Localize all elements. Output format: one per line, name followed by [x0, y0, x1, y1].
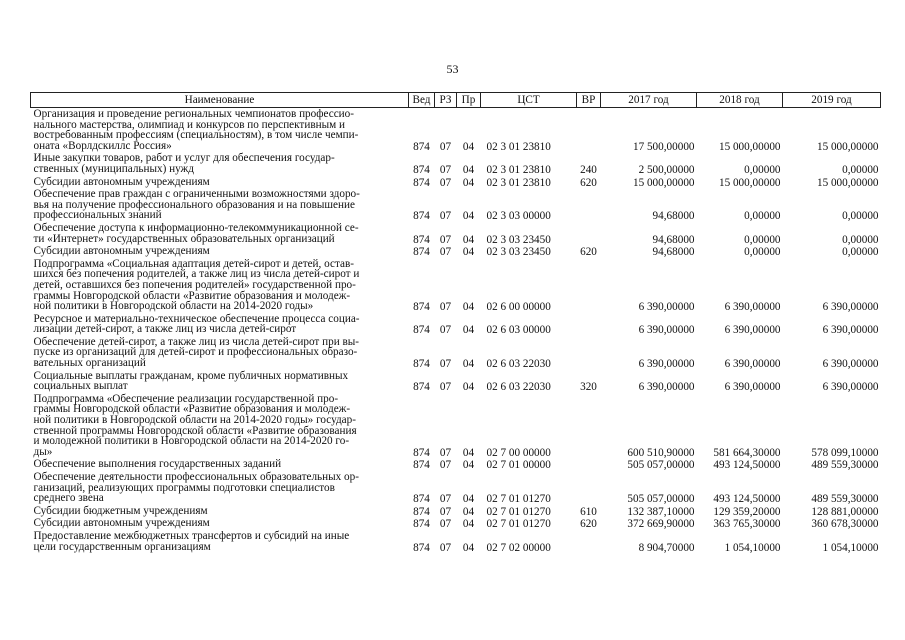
name-cell	[31, 517, 409, 530]
name-line: среднего звена	[33, 492, 104, 505]
ved-cell: 874	[413, 210, 430, 223]
amount-2019-cell: 1 054,10000	[822, 541, 879, 554]
name-line: социальных выплат	[33, 380, 128, 393]
cst-cell: 02 3 01 23810	[486, 176, 551, 189]
ved-cell: 874	[413, 381, 430, 394]
rz-cell: 07	[439, 518, 452, 531]
pr-cell: 04	[462, 233, 475, 246]
ved-cell: 874	[413, 358, 430, 371]
ved-cell: 874	[413, 459, 430, 472]
name-line: ной политики в Новгородской области на 2014-2020 годы»	[33, 300, 314, 313]
name-line: Обеспечение деятельности профессиональных образовательных ор-	[33, 471, 359, 483]
budget-table	[30, 92, 881, 553]
ved-cell: 874	[413, 246, 430, 259]
name-line: Обеспечение детей-сирот, а также лиц из числа детей-сирот при вы-	[33, 335, 360, 348]
rz-cell: 07	[439, 176, 452, 189]
amount-2017-cell: 6 390,00000	[638, 381, 695, 394]
pr-cell: 04	[462, 140, 475, 153]
name-line: Предоставление межбюджетных трансфертов и субсидий на иные	[33, 529, 350, 542]
table-row	[31, 336, 881, 370]
header-2017: 2017 год	[601, 93, 697, 108]
header-name: Наименование	[31, 93, 409, 108]
name-line: востребованным профессиям (специальностям), в том числе чемпи-	[33, 129, 359, 142]
name-line: ной политики в Новгородской области на 2014-2020 годы» государ-	[33, 414, 356, 427]
name-line: граммы Новгородской области «Развитие образования и молодеж-	[33, 289, 351, 302]
amount-2018-cell: 129 359,20000	[713, 505, 781, 518]
name-line: Социальные выплаты гражданам, кроме публичных нормативных	[33, 369, 349, 382]
name-line: вательных организаций	[33, 357, 146, 370]
table-row	[31, 393, 881, 459]
pr-cell: 04	[462, 324, 475, 337]
vr-cell	[577, 336, 601, 370]
pr-cell: 04	[462, 518, 475, 531]
rz-cell: 07	[439, 446, 452, 459]
name-line: пуске из организаций для детей-сирот и профессиональных образо-	[33, 346, 358, 359]
cst-cell: 02 7 01 01270	[486, 518, 551, 531]
amount-2017-cell: 94,68000	[652, 210, 695, 223]
name-line: граммы Новгородской области «Развитие образования и молодеж-	[33, 403, 351, 416]
cst-cell: 02 3 03 23450	[486, 233, 551, 246]
name-line: Подпрограмма «Обеспечение реализации государственной про-	[33, 392, 339, 405]
amount-2017-cell: 6 390,00000	[638, 358, 695, 371]
amount-2017-cell: 505 057,00000	[627, 493, 695, 506]
ved-cell: 874	[413, 140, 430, 153]
name-line: вья на получение профессионального образования и на повышение	[33, 198, 355, 211]
ved-cell: 874	[413, 324, 430, 337]
name-cell	[31, 176, 409, 189]
pr-cell: 04	[462, 381, 475, 394]
cst-cell: 02 6 03 22030	[486, 381, 551, 394]
name-line: Обеспечение выполнения государственных заданий	[33, 458, 282, 471]
amount-2019-cell: 128 881,00000	[811, 505, 879, 518]
rz-cell: 07	[439, 233, 452, 246]
vr-cell	[577, 258, 601, 313]
name-cell	[31, 471, 409, 505]
name-cell	[31, 458, 409, 471]
rz-cell: 07	[439, 381, 452, 394]
amount-2017-cell: 132 387,10000	[627, 505, 695, 518]
cst-cell: 02 3 03 23450	[486, 246, 551, 259]
name-cell	[31, 393, 409, 459]
table-row	[31, 458, 881, 471]
name-line: и молодежной политики в Новгородской области на 2014-2020 го-	[33, 435, 350, 448]
amount-2019-cell: 15 000,00000	[816, 140, 879, 153]
name-line: Субсидии автономным учреждениям	[33, 517, 210, 530]
rz-cell: 07	[439, 324, 452, 337]
vr-cell	[577, 108, 601, 153]
pr-cell: 04	[462, 163, 475, 176]
vr-cell: 320	[580, 381, 597, 394]
name-line: Организация и проведение региональных чемпионатов профессио-	[33, 108, 354, 120]
vr-cell	[577, 222, 601, 245]
table-row	[31, 108, 881, 153]
rz-cell: 07	[439, 210, 452, 223]
table-row	[31, 471, 881, 505]
header-pr: Пр	[457, 93, 481, 108]
cst-cell: 02 3 03 00000	[486, 210, 551, 223]
pr-cell: 04	[462, 541, 475, 554]
cst-cell: 02 7 02 00000	[486, 541, 551, 554]
vr-cell: 620	[580, 246, 597, 259]
vr-cell: 610	[580, 505, 597, 518]
pr-cell: 04	[462, 301, 475, 314]
cst-cell: 02 7 01 00000	[486, 459, 551, 472]
name-line: нального мастерства, олимпиад и конкурсов по перспективным и	[33, 118, 345, 131]
header-cst: ЦСТ	[481, 93, 577, 108]
table-row	[31, 188, 881, 222]
rz-cell: 07	[439, 140, 452, 153]
table-row	[31, 176, 881, 189]
vr-cell	[577, 313, 601, 336]
cst-cell: 02 7 01 01270	[486, 505, 551, 518]
pr-cell: 04	[462, 358, 475, 371]
ved-cell: 874	[413, 541, 430, 554]
amount-2018-cell: 15 000,00000	[718, 140, 781, 153]
name-line: профессиональных знаний	[33, 209, 162, 222]
amount-2017-cell: 2 500,00000	[638, 163, 695, 176]
name-line: ственной программы Новгородской области «Развитие образования	[33, 424, 357, 437]
name-cell	[31, 370, 409, 393]
name-cell	[31, 336, 409, 370]
amount-2019-cell: 6 390,00000	[822, 324, 879, 337]
amount-2019-cell: 0,00000	[842, 233, 879, 246]
name-line: ственных (муниципальных) нужд	[33, 162, 194, 175]
amount-2017-cell: 15 000,00000	[632, 176, 695, 189]
pr-cell: 04	[462, 246, 475, 259]
amount-2018-cell: 6 390,00000	[724, 381, 781, 394]
table-row	[31, 505, 881, 518]
page-number: 53	[446, 62, 459, 76]
table-row	[31, 530, 881, 553]
amount-2018-cell: 6 390,00000	[724, 324, 781, 337]
table-row	[31, 152, 881, 175]
rz-cell: 07	[439, 301, 452, 314]
vr-cell: 620	[580, 176, 597, 189]
amount-2017-cell: 600 510,90000	[627, 446, 695, 459]
header-2018: 2018 год	[697, 93, 783, 108]
name-line: Ресурсное и материально-техническое обеспечение процесса социа-	[33, 312, 360, 325]
name-cell	[31, 152, 409, 175]
name-line: Обеспечение доступа к информационно-телекоммуникационной се-	[33, 221, 359, 234]
ved-cell: 874	[413, 233, 430, 246]
amount-2017-cell: 6 390,00000	[638, 301, 695, 314]
name-line: цели государственным организациям	[33, 540, 211, 553]
cst-cell: 02 6 03 22030	[486, 358, 551, 371]
ved-cell: 874	[413, 505, 430, 518]
amount-2017-cell: 94,68000	[652, 233, 695, 246]
name-line: шихся без попечения родителей, а также лиц из числа детей-сирот и	[33, 268, 360, 281]
amount-2018-cell: 1 054,10000	[724, 541, 781, 554]
name-line: Обеспечение прав граждан с ограниченными возможностями здоро-	[33, 188, 360, 201]
amount-2018-cell: 363 765,30000	[713, 518, 781, 531]
header-ved: Вед	[409, 93, 435, 108]
amount-2019-cell: 489 559,30000	[811, 459, 879, 472]
amount-2019-cell: 0,00000	[842, 246, 879, 259]
table-row	[31, 222, 881, 245]
amount-2018-cell: 6 390,00000	[724, 301, 781, 314]
amount-2018-cell: 0,00000	[744, 246, 781, 259]
amount-2017-cell: 94,68000	[652, 246, 695, 259]
name-cell	[31, 108, 409, 153]
table-row	[31, 370, 881, 393]
vr-cell	[577, 188, 601, 222]
header-vr: ВР	[577, 93, 601, 108]
pr-cell: 04	[462, 459, 475, 472]
cst-cell: 02 7 01 01270	[486, 493, 551, 506]
name-line: ганизаций, реализующих программы подготовки специалистов	[33, 481, 335, 494]
ved-cell: 874	[413, 446, 430, 459]
name-line: оната «Ворлдскиллс Россия»	[33, 139, 172, 152]
amount-2017-cell: 8 904,70000	[638, 541, 695, 554]
rz-cell: 07	[439, 358, 452, 371]
name-cell	[31, 530, 409, 553]
name-line: ды»	[33, 445, 53, 458]
amount-2018-cell: 493 124,50000	[713, 459, 781, 472]
amount-2018-cell: 0,00000	[744, 163, 781, 176]
amount-2017-cell: 372 669,90000	[627, 518, 695, 531]
cst-cell: 02 3 01 23810	[486, 163, 551, 176]
amount-2018-cell: 6 390,00000	[724, 358, 781, 371]
amount-2019-cell: 0,00000	[842, 163, 879, 176]
name-line: Субсидии бюджетным учреждениям	[33, 504, 208, 517]
name-cell	[31, 505, 409, 518]
ved-cell: 874	[413, 176, 430, 189]
name-cell	[31, 188, 409, 222]
amount-2019-cell: 6 390,00000	[822, 358, 879, 371]
table-row	[31, 313, 881, 336]
amount-2019-cell: 6 390,00000	[822, 301, 879, 314]
ved-cell: 874	[413, 163, 430, 176]
header-rz: РЗ	[435, 93, 457, 108]
cst-cell: 02 6 03 00000	[486, 324, 551, 337]
ved-cell: 874	[413, 301, 430, 314]
rz-cell: 07	[439, 541, 452, 554]
pr-cell: 04	[462, 446, 475, 459]
name-line: Субсидии автономным учреждениям	[33, 245, 210, 258]
amount-2018-cell: 15 000,00000	[718, 176, 781, 189]
rz-cell: 07	[439, 493, 452, 506]
name-line: детей, оставшихся без попечения родителей» государственной про-	[33, 278, 356, 291]
amount-2017-cell: 6 390,00000	[638, 324, 695, 337]
amount-2019-cell: 15 000,00000	[816, 176, 879, 189]
table-body	[31, 108, 881, 554]
amount-2019-cell: 578 099,10000	[811, 446, 879, 459]
cst-cell: 02 3 01 23810	[486, 140, 551, 153]
amount-2017-cell: 17 500,00000	[632, 140, 695, 153]
name-line: Иные закупки товаров, работ и услуг для обеспечения государ-	[33, 152, 335, 165]
name-cell	[31, 245, 409, 258]
rz-cell: 07	[439, 505, 452, 518]
vr-cell	[577, 471, 601, 505]
table-row	[31, 517, 881, 530]
rz-cell: 07	[439, 163, 452, 176]
pr-cell: 04	[462, 505, 475, 518]
rz-cell: 07	[439, 459, 452, 472]
vr-cell	[577, 393, 601, 459]
ved-cell: 874	[413, 518, 430, 531]
cst-cell: 02 6 00 00000	[486, 301, 551, 314]
table-row	[31, 245, 881, 258]
amount-2019-cell: 489 559,30000	[811, 493, 879, 506]
amount-2019-cell: 0,00000	[842, 210, 879, 223]
amount-2018-cell: 581 664,30000	[713, 446, 781, 459]
pr-cell: 04	[462, 493, 475, 506]
table-header	[31, 93, 881, 108]
amount-2018-cell: 493 124,50000	[713, 493, 781, 506]
name-line: ти «Интернет» государственных образовательных организаций	[33, 232, 335, 245]
name-line: Субсидии автономным учреждениям	[33, 175, 210, 188]
name-cell	[31, 258, 409, 313]
name-line: лизации детей-сирот, а также лиц из числа детей-сирот	[33, 323, 297, 336]
pr-cell: 04	[462, 176, 475, 189]
cst-cell: 02 7 00 00000	[486, 446, 551, 459]
amount-2017-cell: 505 057,00000	[627, 459, 695, 472]
name-line: Подпрограмма «Социальная адаптация детей-сирот и детей, остав-	[33, 257, 354, 270]
vr-cell	[577, 530, 601, 553]
ved-cell: 874	[413, 493, 430, 506]
pr-cell: 04	[462, 210, 475, 223]
rz-cell: 07	[439, 246, 452, 259]
amount-2019-cell: 360 678,30000	[811, 518, 879, 531]
name-cell	[31, 222, 409, 245]
vr-cell	[577, 458, 601, 471]
vr-cell: 240	[580, 163, 597, 176]
amount-2018-cell: 0,00000	[744, 233, 781, 246]
name-cell	[31, 313, 409, 336]
header-2019: 2019 год	[783, 93, 881, 108]
vr-cell: 620	[580, 518, 597, 531]
amount-2018-cell: 0,00000	[744, 210, 781, 223]
amount-2019-cell: 6 390,00000	[822, 381, 879, 394]
table-row	[31, 258, 881, 313]
